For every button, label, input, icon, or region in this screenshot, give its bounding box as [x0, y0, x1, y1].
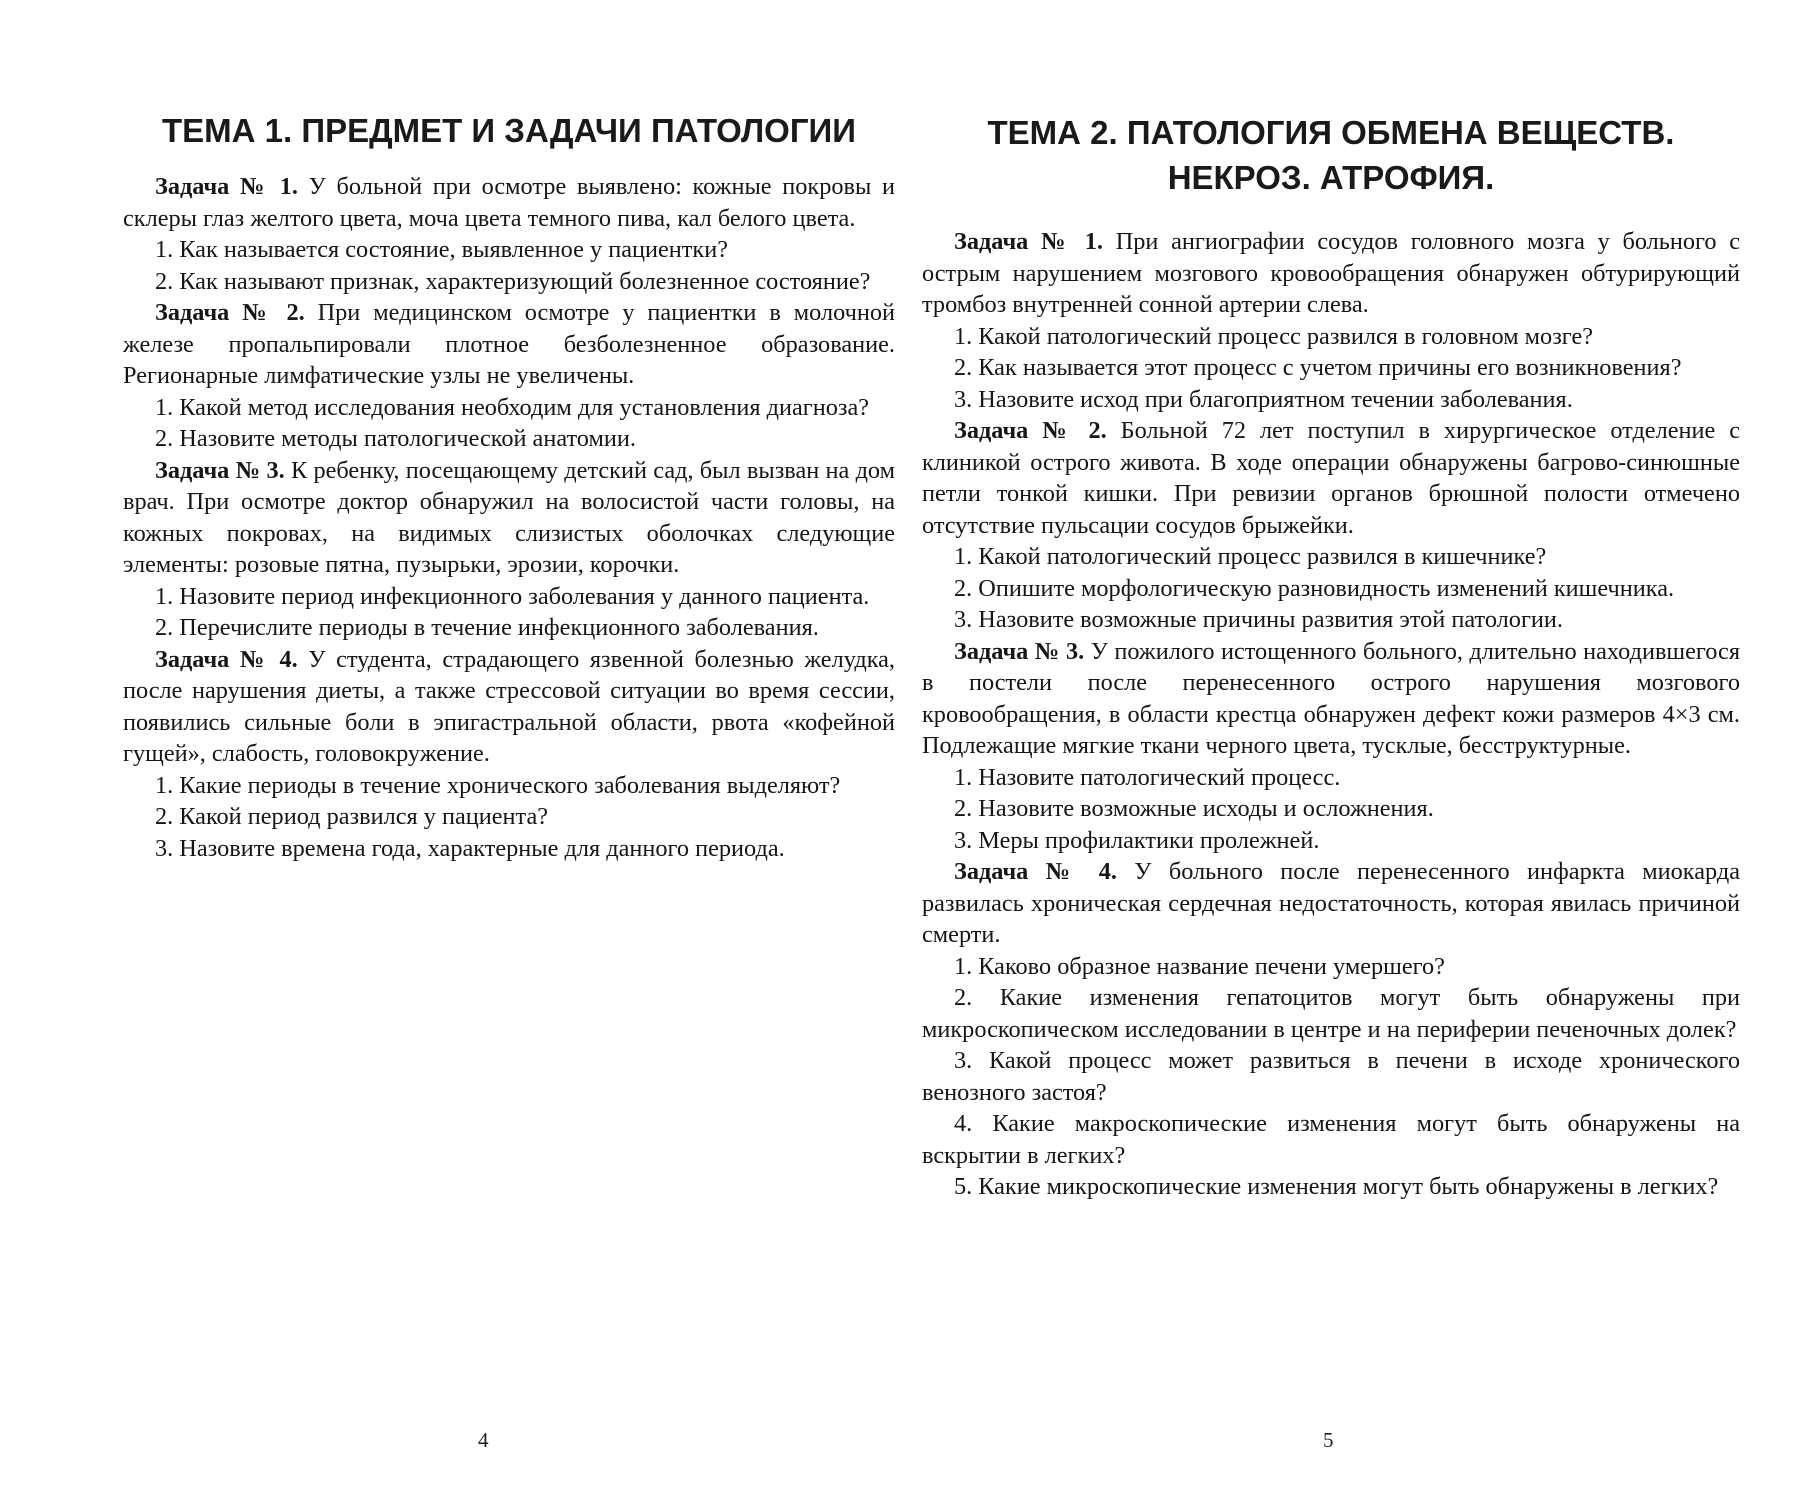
question: 2. Опишите морфологическую разновидность изменений кишечника. [954, 574, 1675, 602]
task-label: Задача № 1. [155, 173, 298, 200]
task-label: Задача № 4. [954, 858, 1117, 885]
task-text: У больного после перенесенного инфаркта миокарда развилась хроническая сердечная недостаточность, которая явилась причиной смерти. [922, 858, 1740, 948]
question: 2. Как называют признак, характеризующий болезненное состояние? [155, 267, 871, 295]
task-text: У пожилого истощенного больного, длительно находившегося в постели после перенесенного острого нарушения мозгового кровообращения, в области крестца обнаружен дефект кожи размеров 4×3 см. Подлежащие мягкие ткани черного цвета, тусклые, бесструктурные. [922, 637, 1740, 759]
question: 4. Какие макроскопические изменения могут быть обнаружены на вскрытии в легких? [922, 1110, 1740, 1169]
question: 3. Назовите исход при благоприятном течении заболевания. [954, 385, 1573, 413]
task-4 [123, 644, 895, 770]
task-text: У больной при осмотре выявлено: кожные покровы и склеры глаз желтого цвета, моча цвета темного пива, кал белого цвета. [123, 173, 896, 232]
page-title-line-2: НЕКРОЗ. АТРОФИЯ. [1167, 159, 1495, 196]
question: 3. Назовите времена года, характерные для данного периода. [155, 834, 785, 862]
task-label: Задача № 1. [954, 228, 1103, 255]
question: 1. Как называется состояние, выявленное у пациентки? [155, 236, 728, 263]
task-1 [922, 226, 1740, 321]
task-label: Задача № 4. [155, 645, 298, 673]
question: 1. Назовите период инфекционного заболевания у данного пациента. [155, 582, 870, 610]
question: 3. Назовите возможные причины развития этой патологии. [954, 606, 1563, 633]
task-label: Задача № 3. [155, 456, 285, 484]
question: 1. Какой метод исследования необходим для установления диагноза? [155, 393, 870, 421]
task-text: При медицинском осмотре у пациентки в молочной железе пропальпировали плотное безболезненное образование. Регионарные лимфатические узлы не увеличены. [123, 299, 895, 389]
task-3 [123, 455, 895, 581]
question: 2. Назовите возможные исходы и осложнения. [954, 795, 1434, 822]
question: 3. Меры профилактики пролежней. [954, 826, 1320, 854]
question: 1. Какой патологический процесс развился в головном мозге? [954, 322, 1594, 350]
question: 2. Назовите методы патологической анатомии. [155, 425, 636, 452]
question: 1. Назовите патологический процесс. [954, 763, 1341, 791]
page-title: ТЕМА 1. ПРЕДМЕТ И ЗАДАЧИ ПАТОЛОГИИ [162, 112, 856, 149]
question: 1. Каково образное название печени умершего? [954, 952, 1445, 980]
question: 5. Какие микроскопические изменения могут быть обнаружены в легких? [954, 1173, 1719, 1200]
task-2 [123, 297, 895, 392]
task-label: Задача № 2. [155, 299, 305, 326]
question: 3. Какой процесс может развиться в печени в исходе хронического венозного застоя? [922, 1047, 1740, 1106]
task-text: У студента, страдающего язвенной болезнью желудка, после нарушения диеты, а также стрессовой ситуации во время сессии, появились сильные боли в эпигастральной области, рвота «кофейной гущей», слабость, головокружение. [123, 645, 895, 767]
task-label: Задача № 2. [954, 417, 1107, 444]
question: 2. Перечислите периоды в течение инфекционного заболевания. [155, 614, 819, 641]
task-4 [922, 856, 1740, 951]
page-title-line-1: ТЕМА 2. ПАТОЛОГИЯ ОБМЕНА ВЕЩЕСТВ. [987, 114, 1675, 151]
question: 1. Какие периоды в течение хронического заболевания выделяют? [155, 771, 841, 799]
right-page [922, 0, 1740, 1203]
task-2 [922, 415, 1740, 541]
task-3 [922, 636, 1740, 762]
task-label: Задача № 3. [954, 637, 1085, 665]
question: 2. Как называется этот процесс с учетом причины его возникновения? [954, 354, 1682, 381]
question: 2. Какие изменения гепатоцитов могут быть обнаружены при микроскопическом исследовании в центре и на периферии печеночных долек? [922, 984, 1740, 1043]
task-text: Больной 72 лет поступил в хирургическое отделение с клиникой острого живота. В ходе операции обнаружены багрово-синюшные петли тонкой кишки. При ревизии органов брюшной полости отмечено отсутствие пульсации сосудов брыжейки. [922, 417, 1741, 539]
question: 2. Какой период развился у пациента? [155, 803, 549, 830]
page-number-right: 5 [1323, 1428, 1334, 1452]
task-1 [123, 171, 895, 234]
question: 1. Какой патологический процесс развился в кишечнике? [954, 543, 1547, 570]
left-page [123, 0, 895, 864]
page-title [922, 110, 1740, 200]
task-text: К ребенку, посещающему детский сад, был вызван на дом врач. При осмотре доктор обнаружил на волосистой части головы, на кожных покровах, на видимых слизистых оболочках следующие элементы: розовые пятна, пузырьки, эрозии, корочки. [123, 456, 895, 578]
page-number-left: 4 [478, 1428, 489, 1452]
task-text: При ангиографии сосудов головного мозга у больного с острым нарушением мозгового кровообращения обнаружен обтурирующий тромбоз внутренней сонной артерии слева. [922, 228, 1741, 318]
